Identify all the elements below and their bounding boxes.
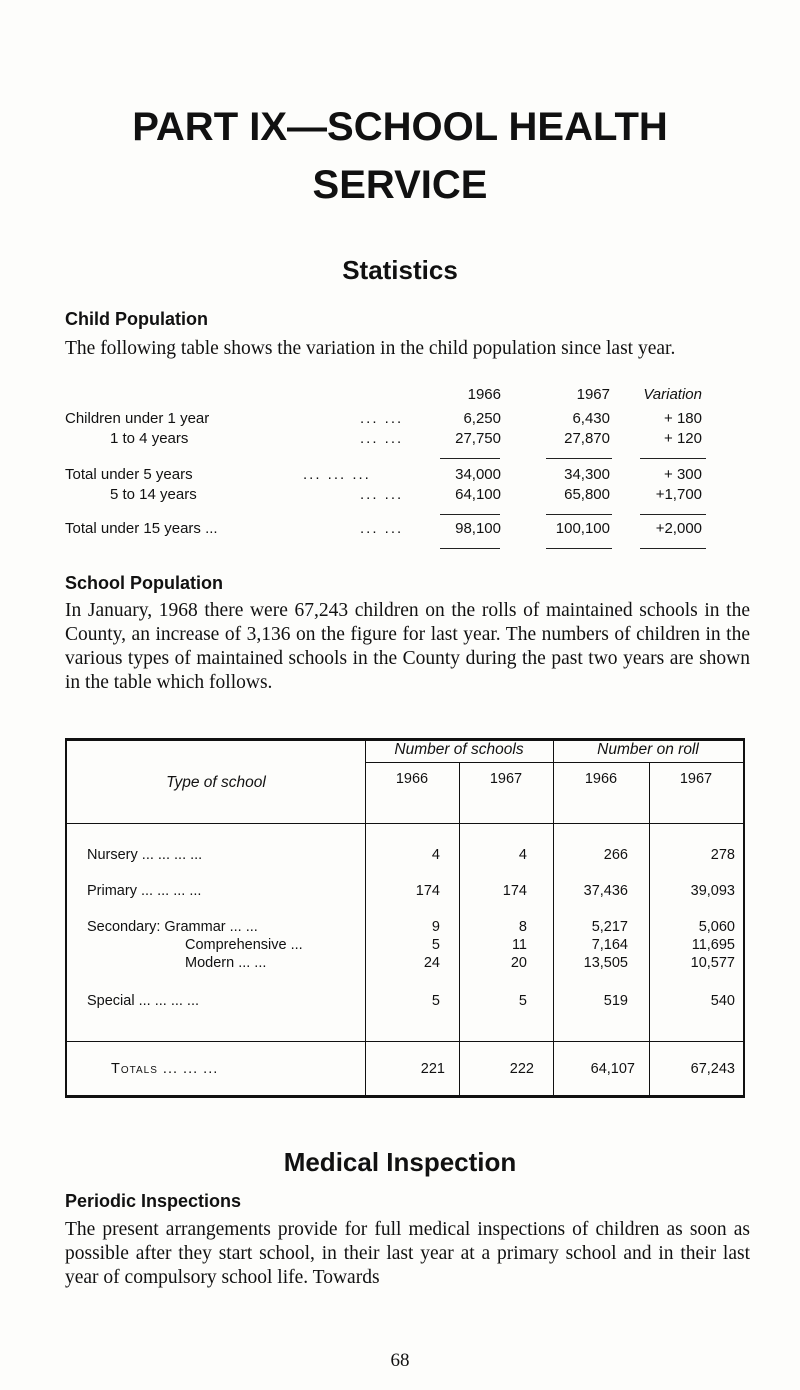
col-number-on-roll: Number on roll xyxy=(597,741,699,758)
row-label-special: Special ... ... ... ... xyxy=(87,993,200,1009)
cell-value: 13,505 xyxy=(583,955,628,971)
cell-value: 39,093 xyxy=(690,883,735,899)
leader-dots: ... ... ... xyxy=(303,466,371,483)
periodic-inspections-heading: Periodic Inspections xyxy=(65,1191,242,1211)
pop-variation: + 180 xyxy=(664,410,702,427)
sum-rule xyxy=(546,458,612,459)
col-schools-1967: 1967 xyxy=(489,771,523,787)
pop-row xyxy=(55,410,745,430)
sum-rule xyxy=(546,514,612,515)
sum-rule xyxy=(640,458,706,459)
col-schools-1966: 1966 xyxy=(395,771,429,787)
total-value: 222 xyxy=(509,1061,534,1077)
part-title-line1: PART IX—SCHOOL HEALTH xyxy=(132,105,668,149)
pop-variation: +1,700 xyxy=(655,486,702,503)
col-number-of-schools: Number of schools xyxy=(394,741,524,758)
pop-value-1967: 27,870 xyxy=(564,430,610,447)
school-table xyxy=(65,738,745,1098)
row-label-grammar: Secondary: Grammar ... ... xyxy=(87,919,258,935)
cell-value: 540 xyxy=(710,993,735,1009)
leader-dots: ... ... xyxy=(360,430,404,447)
col-roll-1966: 1966 xyxy=(584,771,618,787)
statistics-heading: Statistics xyxy=(342,255,458,285)
sum-rule xyxy=(440,458,500,459)
pop-row xyxy=(55,466,745,486)
cell-value: 5 xyxy=(431,937,440,953)
pop-value-1966: 27,750 xyxy=(455,430,501,447)
cell-value: 5 xyxy=(431,993,440,1009)
cell-value: 8 xyxy=(518,919,527,935)
pop-variation: + 120 xyxy=(664,430,702,447)
pop-col-variation: Variation xyxy=(643,386,702,403)
col-roll-1967: 1967 xyxy=(679,771,713,787)
total-value: 221 xyxy=(420,1061,445,1077)
cell-value: 20 xyxy=(510,955,527,971)
total-rule xyxy=(440,548,500,549)
pop-value-1966: 64,100 xyxy=(455,486,501,503)
pop-row-label: Total under 15 years ... xyxy=(65,520,218,537)
pop-value-1967: 100,100 xyxy=(555,520,610,537)
pop-value-1967: 65,800 xyxy=(564,486,610,503)
cell-value: 37,436 xyxy=(583,883,628,899)
pop-variation: + 300 xyxy=(664,466,702,483)
cell-value: 11,695 xyxy=(691,937,735,953)
cell-value: 278 xyxy=(710,847,735,863)
row-label-totals: Totals ... ... ... xyxy=(111,1061,219,1077)
row-label-primary: Primary ... ... ... ... xyxy=(87,883,202,899)
pop-value-1967: 34,300 xyxy=(564,466,610,483)
cell-value: 4 xyxy=(431,847,440,863)
pop-value-1966: 34,000 xyxy=(455,466,501,483)
pop-row xyxy=(55,486,745,506)
pop-value-1966: 6,250 xyxy=(463,410,501,427)
medical-inspection-text: The present arrangements provide for full medical inspections of children as soon as possible after they start school, in their last year at a primary school and in their last year of compulsory school life. Towards xyxy=(65,1219,750,1288)
pop-value-1966: 98,100 xyxy=(455,520,501,537)
cell-value: 10,577 xyxy=(690,955,735,971)
col-type-of-school: Type of school xyxy=(166,774,266,791)
pop-row xyxy=(55,520,745,540)
pop-col-1966: 1966 xyxy=(467,386,501,403)
pop-row-label: Total under 5 years xyxy=(65,466,193,483)
school-population-heading: School Population xyxy=(65,573,223,593)
school-population-intro: In January, 1968 there were 67,243 children on the rolls of maintained schools in the County, an increase of 3,136 on the figure for last year. The numbers of children in the various types of maintained schools in the County during the past two years are shown in the table which follows. xyxy=(65,600,750,693)
leader-dots: ... ... xyxy=(360,486,404,503)
row-label-nursery: Nursery ... ... ... ... xyxy=(87,847,203,863)
row-label-modern: Modern ... ... xyxy=(185,955,267,971)
cell-value: 11 xyxy=(511,937,527,953)
leader-dots: ... ... xyxy=(360,410,404,427)
pop-row-label: 1 to 4 years xyxy=(110,430,189,447)
child-population-intro: The following table shows the variation in the child population since last year. xyxy=(65,338,676,359)
cell-value: 4 xyxy=(518,847,527,863)
medical-inspection-heading: Medical Inspection xyxy=(283,1147,517,1177)
leader-dots: ... ... xyxy=(360,520,404,537)
sum-rule xyxy=(640,514,706,515)
pop-header-row xyxy=(55,386,745,406)
page-number: 68 xyxy=(390,1350,410,1371)
total-value: 67,243 xyxy=(690,1061,735,1077)
cell-value: 24 xyxy=(423,955,440,971)
sum-rule xyxy=(440,514,500,515)
total-rule xyxy=(546,548,612,549)
pop-row xyxy=(55,430,745,450)
cell-value: 5,217 xyxy=(591,919,628,935)
row-label-comprehensive: Comprehensive ... xyxy=(185,937,303,953)
cell-value: 7,164 xyxy=(591,937,628,953)
cell-value: 5,060 xyxy=(698,919,735,935)
total-rule xyxy=(640,548,706,549)
total-value: 64,107 xyxy=(590,1061,635,1077)
pop-variation: +2,000 xyxy=(655,520,702,537)
child-population-heading: Child Population xyxy=(65,309,208,329)
part-title-line2: SERVICE xyxy=(312,163,488,207)
pop-row-label: Children under 1 year xyxy=(65,410,210,427)
cell-value: 266 xyxy=(603,847,628,863)
cell-value: 519 xyxy=(603,993,628,1009)
cell-value: 9 xyxy=(431,919,440,935)
cell-value: 5 xyxy=(518,993,527,1009)
cell-value: 174 xyxy=(502,883,527,899)
cell-value: 174 xyxy=(415,883,440,899)
pop-col-1967: 1967 xyxy=(576,386,610,403)
part-title xyxy=(55,98,745,214)
pop-value-1967: 6,430 xyxy=(572,410,610,427)
pop-row-label: 5 to 14 years xyxy=(110,486,197,503)
